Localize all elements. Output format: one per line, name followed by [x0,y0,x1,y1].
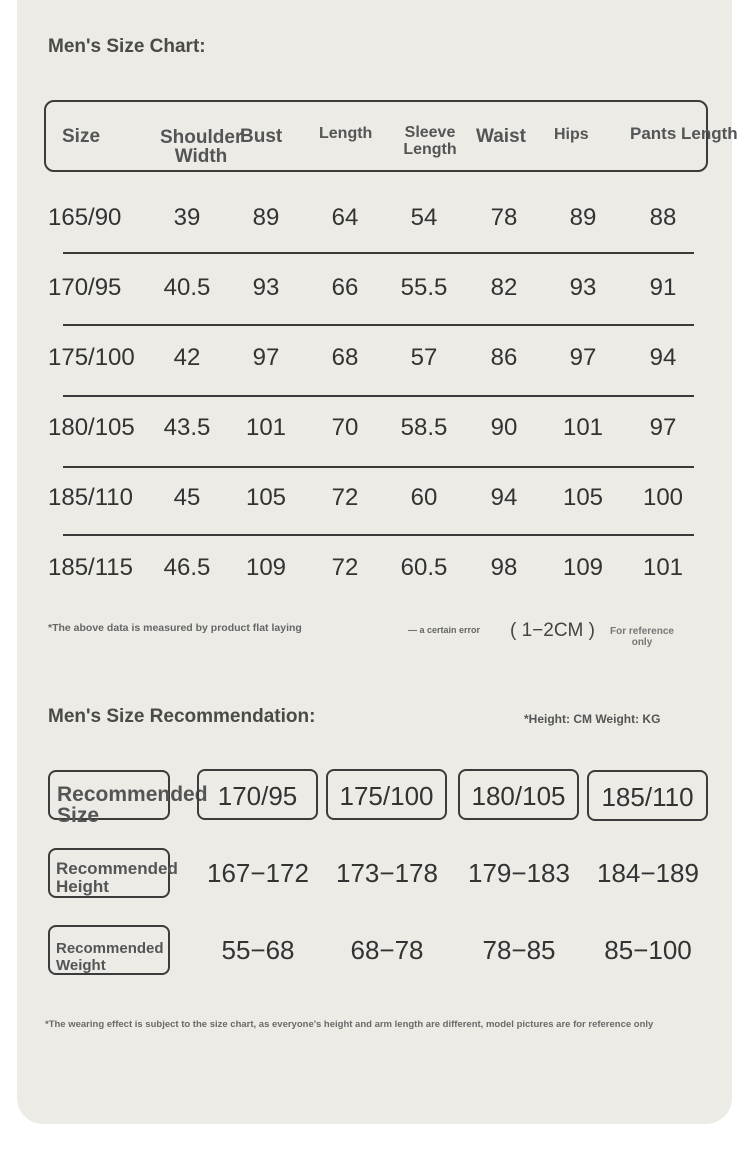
table-cell: 98 [490,554,518,581]
table-cell: 94 [490,484,518,511]
table-cell: 90 [490,414,518,441]
table-cell: 93 [252,274,280,301]
table-cell: 45 [173,484,201,511]
table-cell: 89 [252,204,280,231]
table-cell: 39 [173,204,201,231]
table-cell: 101 [245,414,287,441]
row-divider [63,466,694,468]
height-3: 179−183 [468,858,570,888]
recommendation-title: Men's Size Recommendation: [48,706,316,727]
table-cell: 43.5 [163,414,211,441]
table-cell: 88 [649,204,677,231]
height-2: 173−178 [336,858,438,888]
table-cell: 93 [569,274,597,301]
table-cell: 101 [642,554,684,581]
table-cell: 170/95 [48,274,122,301]
table-cell: 100 [642,484,684,511]
size-pill-4 [587,770,708,821]
table-cell: 97 [252,344,280,371]
header-bust: Bust [240,126,283,147]
units-note: *Height: CM Weight: KG [524,712,661,726]
header-shoulder-width: Shoulder Width [160,127,243,167]
error-range: ( 1−2CM ) [510,620,595,641]
table-cell: 72 [331,554,359,581]
table-cell: 57 [410,344,438,371]
header-waist: Waist [476,126,526,147]
table-cell: 86 [490,344,518,371]
table-cell: 55.5 [400,274,448,301]
table-cell: 94 [649,344,677,371]
table-cell: 105 [562,484,604,511]
table-cell: 78 [490,204,518,231]
size-pill-2 [326,769,447,820]
table-cell: 58.5 [400,414,448,441]
table-cell: 175/100 [48,344,135,371]
size-pill-1-text: 170/95 [217,781,298,811]
table-cell: 42 [173,344,201,371]
height-1: 167−172 [207,858,309,888]
size-pill-3-text: 180/105 [471,781,566,811]
table-cell: 165/90 [48,204,122,231]
row-divider [63,395,694,397]
table-cell: 185/115 [48,554,133,581]
table-cell: 185/110 [48,484,133,511]
weight-3: 78−85 [482,935,556,965]
table-cell: 66 [331,274,359,301]
recommended-height-label: Recommended Height [56,859,178,896]
table-cell: 70 [331,414,359,441]
table-cell: 97 [649,414,677,441]
header-length: Length [319,125,373,142]
table-cell: 64 [331,204,359,231]
row-divider [63,534,694,536]
table-cell: 46.5 [163,554,211,581]
recommended-size-label: Recommended Size [57,783,208,827]
size-chart-title: Men's Size Chart: [48,36,206,57]
measurement-note: *The above data is measured by product flat laying [48,622,302,634]
table-cell: 89 [569,204,597,231]
table-cell: 82 [490,274,518,301]
weight-4: 85−100 [604,935,692,965]
reference-note: For reference only [610,626,674,648]
table-cell: 105 [245,484,287,511]
weight-1: 55−68 [221,935,295,965]
row-divider [63,324,694,326]
table-cell: 60 [410,484,438,511]
row-divider [63,252,694,254]
height-4: 184−189 [597,858,699,888]
header-size: Size [62,126,101,147]
size-pill-4-text: 185/110 [601,782,694,812]
table-cell: 109 [562,554,604,581]
table-cell: 72 [331,484,359,511]
table-cell: 40.5 [163,274,211,301]
table-cell: 68 [331,344,359,371]
table-cell: 109 [245,554,287,581]
size-pill-3 [458,769,579,820]
table-cell: 91 [649,274,677,301]
size-pill-2-text: 175/100 [339,781,434,811]
header-pants-length: Pants Length [630,124,738,143]
table-cell: 180/105 [48,414,135,441]
weight-2: 68−78 [350,935,424,965]
recommended-weight-label: Recommended Weight [56,940,164,974]
header-hips: Hips [554,126,589,143]
table-cell: 101 [562,414,604,441]
size-pill-1 [197,769,318,820]
table-cell: 54 [410,204,438,231]
header-sleeve-length: Sleeve Length [403,124,457,158]
size-chart-header [44,100,708,172]
footer-note: *The wearing effect is subject to the size chart, as everyone's height and arm length are different, model pictures are for reference only [45,1019,654,1030]
table-cell: 60.5 [400,554,448,581]
table-cell: 97 [569,344,597,371]
error-note: — a certain error [408,625,481,635]
